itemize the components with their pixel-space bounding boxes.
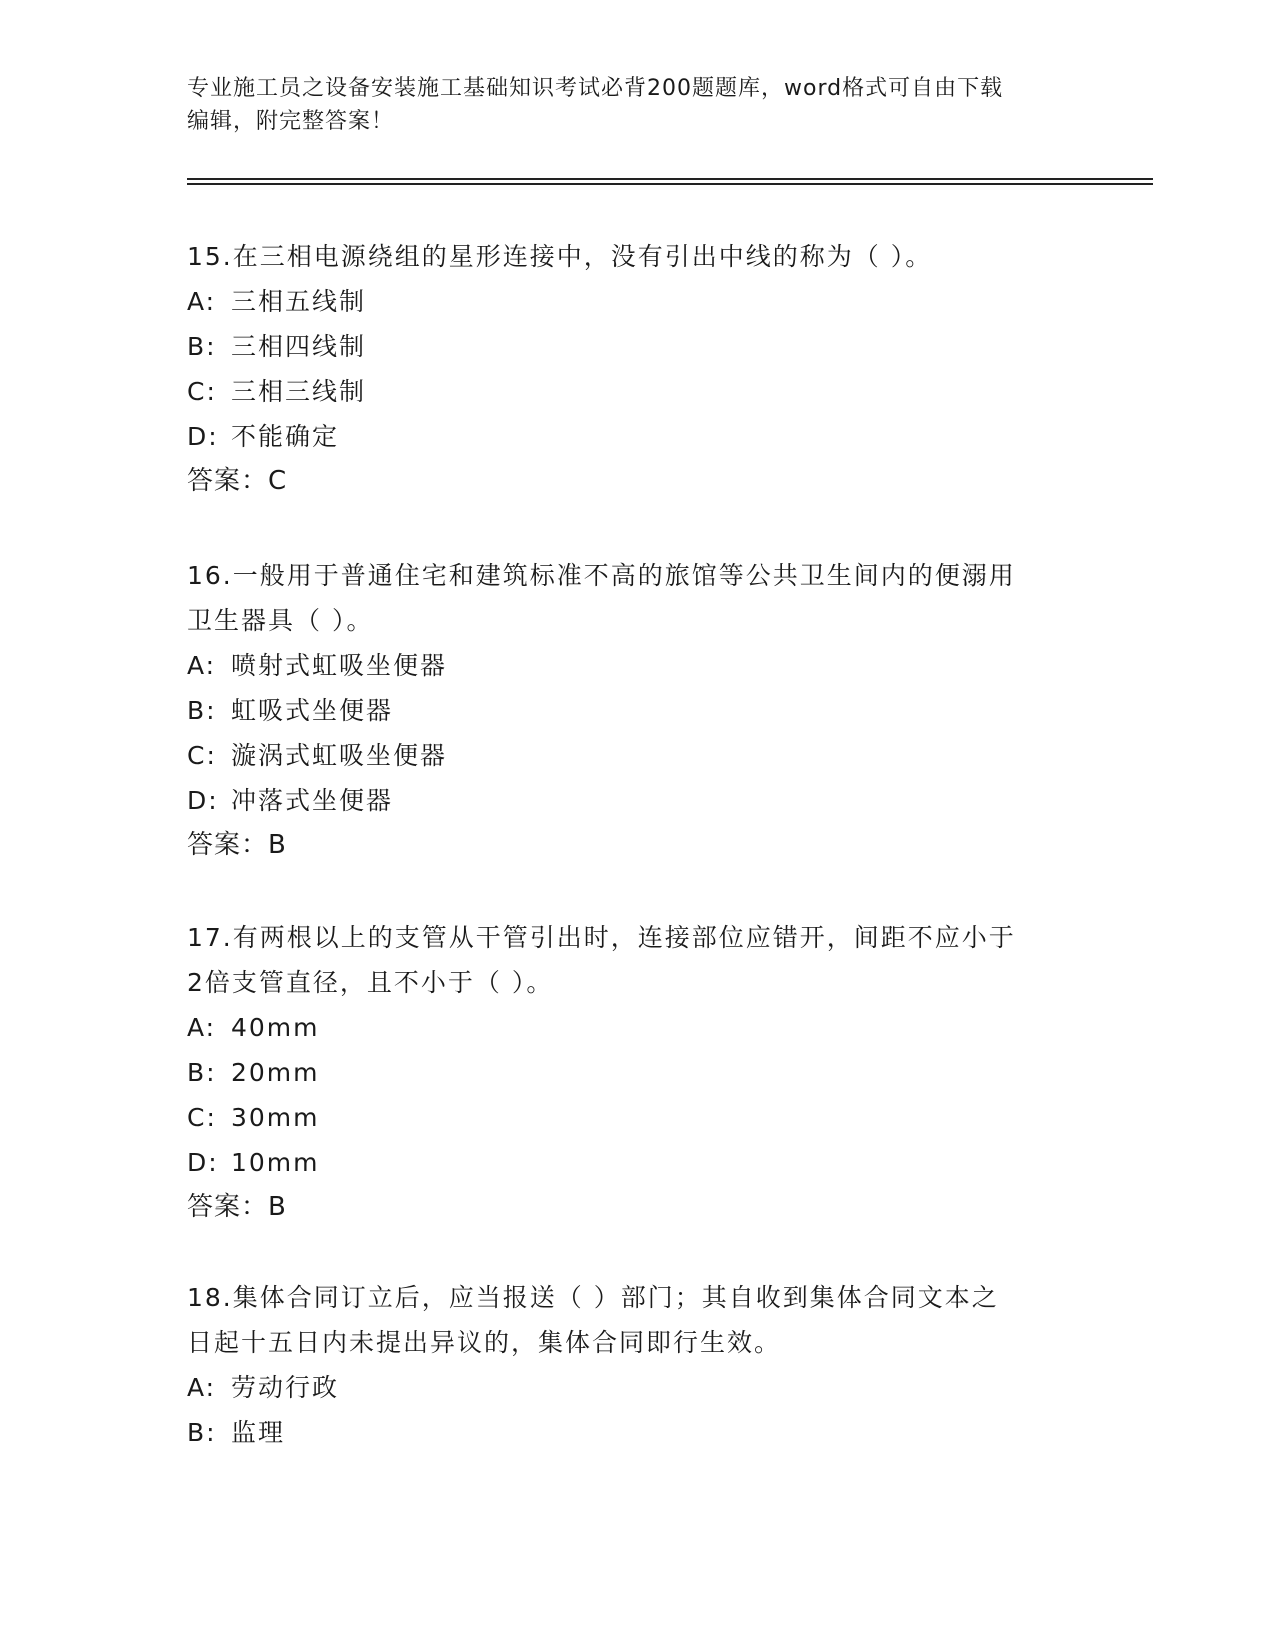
question-18 <box>187 1275 1087 1455</box>
header-divider-top <box>187 178 1153 180</box>
document-header <box>187 72 1087 138</box>
option-c <box>187 1095 1087 1140</box>
question-stem-line-1: 16.一般用于普通住宅和建筑标准不高的旅馆等公共卫生间内的便溺用 <box>187 561 1016 590</box>
header-divider-bottom <box>187 183 1153 185</box>
option-d <box>187 414 1087 459</box>
option-text: 10mm <box>231 1148 320 1177</box>
option-letter: C: <box>187 1103 217 1132</box>
question-stem-line-2: 卫生器具（ ）。 <box>187 606 374 635</box>
question-16 <box>187 553 1087 868</box>
header-line-1: 专业施工员之设备安装施工基础知识考试必背200题题库，word格式可自由下载 <box>187 76 1004 101</box>
answer-line: 答案：B <box>187 1192 287 1222</box>
header-line-2: 编辑，附完整答案！ <box>187 109 395 134</box>
option-text: 30mm <box>231 1103 320 1132</box>
option-text: 喷射式虹吸坐便器 <box>231 651 448 680</box>
option-a <box>187 279 1087 324</box>
option-letter: A: <box>187 287 217 316</box>
question-stem-line-2: 2倍支管直径，且不小于（ ）。 <box>187 968 554 997</box>
answer-line: 答案：C <box>187 466 288 496</box>
option-letter: A: <box>187 1013 217 1042</box>
option-letter: D: <box>187 786 219 815</box>
option-a <box>187 1365 1087 1410</box>
option-letter: B: <box>187 1058 217 1087</box>
option-letter: A: <box>187 1373 217 1402</box>
option-letter: D: <box>187 1148 219 1177</box>
question-stem-line-1: 18.集体合同订立后，应当报送（ ）部门；其自收到集体合同文本之 <box>187 1283 999 1312</box>
option-letter: D: <box>187 422 219 451</box>
answer-line: 答案：B <box>187 830 287 860</box>
question-stem: 15.在三相电源绕组的星形连接中，没有引出中线的称为（ ）。 <box>187 242 933 271</box>
option-text: 冲落式坐便器 <box>231 786 394 815</box>
option-b <box>187 1410 1087 1455</box>
option-c <box>187 733 1087 778</box>
option-text: 三相五线制 <box>231 287 367 316</box>
option-a <box>187 643 1087 688</box>
question-17 <box>187 915 1087 1230</box>
option-text: 劳动行政 <box>231 1373 340 1402</box>
option-letter: A: <box>187 651 217 680</box>
option-text: 三相四线制 <box>231 332 367 361</box>
option-letter: C: <box>187 741 217 770</box>
question-15 <box>187 234 1087 504</box>
question-stem-line-1: 17.有两根以上的支管从干管引出时，连接部位应错开，间距不应小于 <box>187 923 1016 952</box>
option-text: 监理 <box>231 1418 286 1447</box>
option-a <box>187 1005 1087 1050</box>
option-letter: C: <box>187 377 217 406</box>
option-text: 虹吸式坐便器 <box>231 696 394 725</box>
option-letter: B: <box>187 332 217 361</box>
option-text: 20mm <box>231 1058 320 1087</box>
option-letter: B: <box>187 1418 217 1447</box>
option-text: 三相三线制 <box>231 377 367 406</box>
option-text: 漩涡式虹吸坐便器 <box>231 741 448 770</box>
option-d <box>187 778 1087 823</box>
question-stem-line-2: 日起十五日内未提出异议的，集体合同即行生效。 <box>187 1328 782 1357</box>
option-letter: B: <box>187 696 217 725</box>
option-text: 不能确定 <box>231 422 340 451</box>
option-b <box>187 1050 1087 1095</box>
option-b <box>187 324 1087 369</box>
option-b <box>187 688 1087 733</box>
option-c <box>187 369 1087 414</box>
option-text: 40mm <box>231 1013 320 1042</box>
option-d <box>187 1140 1087 1185</box>
